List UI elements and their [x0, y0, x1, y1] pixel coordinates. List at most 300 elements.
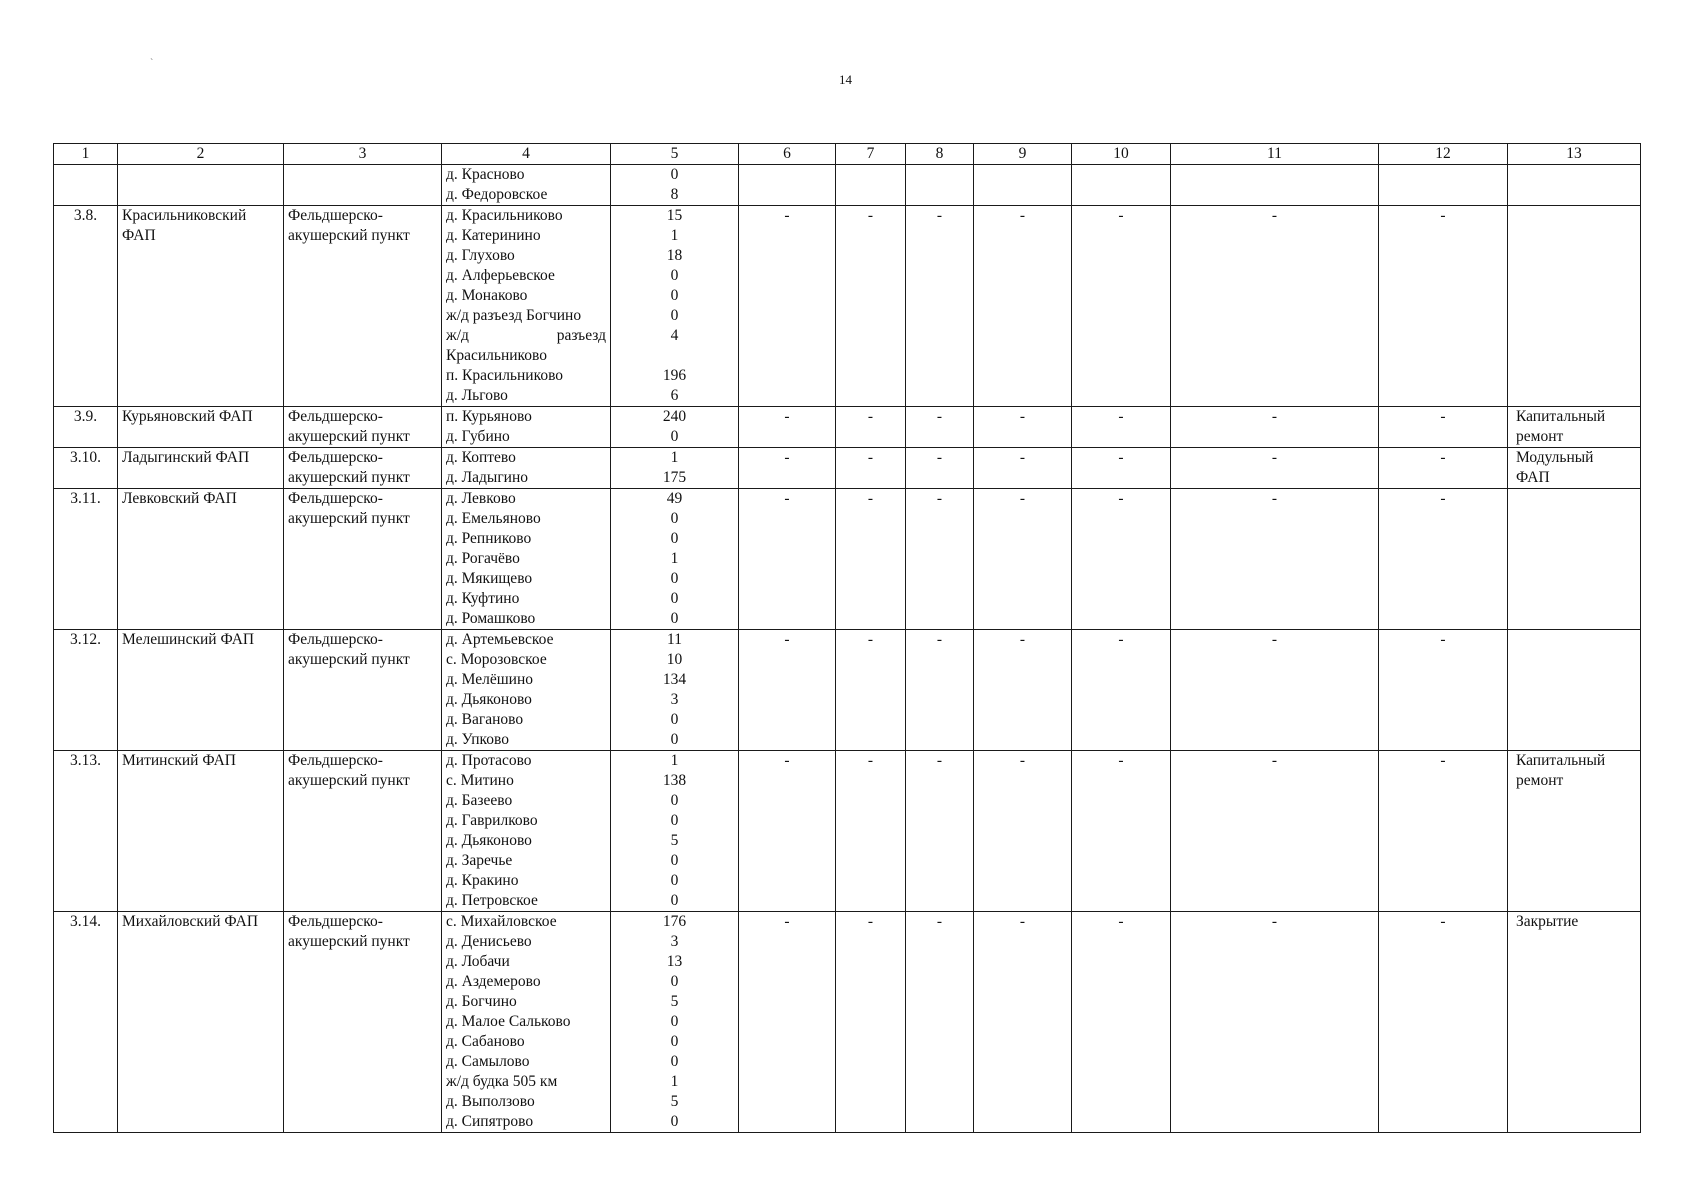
column-10-cell — [1072, 407, 1171, 448]
dash-mark: - — [936, 449, 943, 466]
dash-mark: - — [936, 913, 943, 930]
settlements-cell — [442, 206, 611, 407]
settlements-cell — [442, 751, 611, 912]
facility-table — [53, 143, 1641, 1133]
settlement-name: д. Базеево — [446, 792, 513, 809]
facility-type-cell — [284, 630, 442, 751]
settlement-name: д. Ромашково — [446, 610, 536, 627]
header-cell: 10 — [1072, 144, 1171, 165]
column-12-cell — [1379, 165, 1508, 206]
settlement-word: ж/д — [446, 327, 469, 344]
population-value: 1 — [670, 227, 679, 244]
dash-mark: - — [867, 449, 874, 466]
settlements-cell — [442, 630, 611, 751]
population-value: 0 — [670, 287, 679, 304]
dash-mark: - — [936, 207, 943, 224]
facility-name-line: Красильниковский — [122, 207, 247, 224]
population-value: 5 — [670, 832, 679, 849]
table-row — [54, 912, 1641, 1133]
dash-mark: - — [784, 490, 790, 507]
population-cell — [611, 630, 739, 751]
facility-type-line: Фельдшерско- — [288, 408, 383, 425]
population-value: 8 — [670, 186, 679, 203]
settlement-name: д. Упково — [446, 731, 509, 748]
dash-mark: - — [1271, 408, 1278, 425]
settlement-name: с. Митино — [446, 772, 514, 789]
column-7-cell — [836, 630, 906, 751]
row-number: 3.10. — [70, 449, 101, 466]
facility-type-line: акушерский пункт — [288, 227, 410, 244]
dash-mark: - — [867, 913, 874, 930]
note-cell — [1508, 489, 1641, 630]
column-11-cell — [1171, 206, 1379, 407]
facility-name-line: Митинский ФАП — [122, 752, 236, 769]
facility-type-cell — [284, 407, 442, 448]
settlement-name: ж/д разъезд Богчино — [446, 307, 582, 324]
population-value: 18 — [666, 247, 683, 264]
settlement-name: д. Глухово — [446, 247, 515, 264]
population-value: 196 — [662, 367, 687, 384]
column-8-cell — [906, 165, 974, 206]
header-cell: 2 — [118, 144, 284, 165]
column-6-cell — [739, 206, 836, 407]
settlement-name: ж/д будка 505 км — [446, 1073, 558, 1090]
note-cell — [1508, 165, 1641, 206]
settlement-name: д. Левково — [446, 490, 516, 507]
settlements-cell — [442, 489, 611, 630]
population-value: 0 — [670, 570, 679, 587]
column-6-cell — [739, 751, 836, 912]
population-value: 0 — [670, 731, 679, 748]
column-10-cell — [1072, 912, 1171, 1133]
table-row — [54, 165, 1641, 206]
settlement-name: с. Михайловское — [446, 913, 557, 930]
settlement-word: разъезд — [556, 327, 606, 344]
facility-type-cell — [284, 206, 442, 407]
settlements-cell — [442, 407, 611, 448]
settlement-name: д. Малое Сальково — [446, 1013, 571, 1030]
settlement-name: п. Курьяново — [446, 408, 532, 425]
settlement-name: д. Дьяконово — [446, 691, 532, 708]
settlement-name: д. Куфтино — [446, 590, 520, 607]
dash-mark: - — [1019, 408, 1026, 425]
header-cell: 11 — [1171, 144, 1379, 165]
column-11-cell — [1171, 489, 1379, 630]
settlement-name: п. Красильниково — [446, 367, 564, 384]
column-6-cell — [739, 912, 836, 1133]
row-number-cell — [54, 630, 118, 751]
dash-mark: - — [1019, 631, 1026, 648]
row-number-cell — [54, 165, 118, 206]
note-line: ремонт — [1516, 772, 1564, 789]
header-cell: 5 — [611, 144, 739, 165]
population-cell — [611, 912, 739, 1133]
settlement-name: Красильниково — [446, 347, 547, 364]
row-number-cell — [54, 206, 118, 407]
column-10-cell — [1072, 630, 1171, 751]
population-value: 0 — [670, 590, 679, 607]
population-cell — [611, 165, 739, 206]
column-10-cell — [1072, 751, 1171, 912]
settlement-name: д. Ладыгино — [446, 469, 529, 486]
dash-mark: - — [1271, 913, 1278, 930]
row-number-cell — [54, 407, 118, 448]
population-cell — [611, 206, 739, 407]
column-11-cell — [1171, 912, 1379, 1133]
row-number-cell — [54, 489, 118, 630]
column-9-cell — [974, 165, 1072, 206]
column-7-cell — [836, 206, 906, 407]
population-value: 0 — [670, 852, 679, 869]
table-row — [54, 751, 1641, 912]
note-cell — [1508, 630, 1641, 751]
dash-mark: - — [1440, 207, 1446, 224]
row-number: 3.8. — [73, 207, 98, 224]
dash-mark: - — [1440, 449, 1446, 466]
column-7-cell — [836, 912, 906, 1133]
settlements-cell — [442, 912, 611, 1133]
population-value: 175 — [662, 469, 687, 486]
settlement-name: д. Льгово — [446, 387, 508, 404]
dash-mark: - — [1271, 631, 1278, 648]
column-12-cell — [1379, 448, 1508, 489]
settlement-name: д. Гаврилково — [446, 812, 538, 829]
row-number-cell — [54, 448, 118, 489]
column-9-cell — [974, 489, 1072, 630]
header-cell: 7 — [836, 144, 906, 165]
dash-mark: - — [1271, 449, 1278, 466]
column-12-cell — [1379, 751, 1508, 912]
column-9-cell — [974, 206, 1072, 407]
dash-mark: - — [784, 408, 790, 425]
facility-name-line: Левковский ФАП — [122, 490, 237, 507]
facility-type-line: акушерский пункт — [288, 428, 410, 445]
column-10-cell — [1072, 206, 1171, 407]
column-9-cell — [974, 630, 1072, 751]
settlement-name: д. Сипятрово — [446, 1113, 534, 1130]
population-value: 5 — [670, 1093, 679, 1110]
column-9-cell — [974, 448, 1072, 489]
settlement-name: д. Денисьево — [446, 933, 532, 950]
facility-type-line: Фельдшерско- — [288, 207, 383, 224]
row-number: 3.12. — [70, 631, 101, 648]
settlement-name: д. Коптево — [446, 449, 516, 466]
facility-name-cell — [118, 165, 284, 206]
column-7-cell — [836, 489, 906, 630]
header-cell: 3 — [284, 144, 442, 165]
population-value: 1 — [670, 752, 679, 769]
table-row — [54, 407, 1641, 448]
settlements-cell — [442, 165, 611, 206]
settlement-name: д. Мелёшино — [446, 671, 533, 688]
dash-mark: - — [784, 752, 790, 769]
column-6-cell — [739, 448, 836, 489]
settlement-name: д. Емельяново — [446, 510, 541, 527]
facility-name-line: Михайловский ФАП — [122, 913, 259, 930]
facility-name-cell — [118, 912, 284, 1133]
population-value: 0 — [670, 610, 679, 627]
population-value: 0 — [670, 1053, 679, 1070]
population-value — [615, 346, 734, 366]
population-value: 0 — [670, 892, 679, 909]
table-row — [54, 489, 1641, 630]
population-value: 176 — [662, 913, 687, 930]
row-number-cell — [54, 912, 118, 1133]
dash-mark: - — [1019, 752, 1026, 769]
column-6-cell — [739, 165, 836, 206]
settlement-name: д. Петровское — [446, 892, 538, 909]
column-10-cell — [1072, 165, 1171, 206]
population-value: 1 — [670, 1073, 679, 1090]
column-7-cell — [836, 407, 906, 448]
population-value: 5 — [670, 993, 679, 1010]
note-cell — [1508, 448, 1641, 489]
header-cell: 12 — [1379, 144, 1508, 165]
facility-type-cell — [284, 165, 442, 206]
dash-mark: - — [784, 207, 790, 224]
column-6-cell — [739, 630, 836, 751]
population-value: 0 — [670, 166, 679, 183]
population-value: 0 — [670, 307, 679, 324]
dash-mark: - — [1440, 631, 1446, 648]
stray-mark: ` — [150, 58, 154, 69]
dash-mark: - — [867, 752, 874, 769]
settlement-name: с. Морозовское — [446, 651, 547, 668]
dash-mark: - — [784, 913, 790, 930]
population-value: 240 — [662, 408, 687, 425]
column-11-cell — [1171, 165, 1379, 206]
population-value: 138 — [662, 772, 687, 789]
dash-mark: - — [1019, 207, 1026, 224]
column-9-cell — [974, 751, 1072, 912]
column-7-cell — [836, 448, 906, 489]
column-11-cell — [1171, 751, 1379, 912]
population-value: 0 — [670, 792, 679, 809]
facility-type-line: акушерский пункт — [288, 772, 410, 789]
column-9-cell — [974, 407, 1072, 448]
facility-name-cell — [118, 489, 284, 630]
facility-name-cell — [118, 206, 284, 407]
column-8-cell — [906, 630, 974, 751]
facility-name-cell — [118, 751, 284, 912]
header-cell: 9 — [974, 144, 1072, 165]
note-line: Закрытие — [1516, 913, 1579, 930]
column-8-cell — [906, 489, 974, 630]
facility-name-line: Ладыгинский ФАП — [122, 449, 250, 466]
settlement-name: д. Красильниково — [446, 207, 563, 224]
dash-mark: - — [867, 490, 874, 507]
note-line: Модульный — [1516, 449, 1594, 466]
column-10-cell — [1072, 448, 1171, 489]
settlement-name: д. Монаково — [446, 287, 528, 304]
column-12-cell — [1379, 407, 1508, 448]
settlement-name: д. Аздемерово — [446, 973, 541, 990]
population-value: 15 — [666, 207, 683, 224]
dash-mark: - — [1271, 490, 1278, 507]
population-value: 13 — [666, 953, 683, 970]
facility-type-line: акушерский пункт — [288, 651, 410, 668]
dash-mark: - — [936, 631, 943, 648]
dash-mark: - — [1019, 490, 1026, 507]
population-value: 1 — [670, 550, 679, 567]
dash-mark: - — [1440, 752, 1446, 769]
column-12-cell — [1379, 489, 1508, 630]
facility-name-line: ФАП — [122, 227, 156, 244]
column-12-cell — [1379, 206, 1508, 407]
header-cell: 8 — [906, 144, 974, 165]
column-8-cell — [906, 407, 974, 448]
population-value: 0 — [670, 510, 679, 527]
facility-type-cell — [284, 489, 442, 630]
dash-mark: - — [867, 207, 874, 224]
settlement-name: д. Сабаново — [446, 1033, 525, 1050]
row-number: 3.9. — [73, 408, 98, 425]
table-row — [54, 206, 1641, 407]
dash-mark: - — [1118, 490, 1124, 507]
dash-mark: - — [936, 752, 943, 769]
column-11-cell — [1171, 407, 1379, 448]
settlement-name: д. Губино — [446, 428, 510, 445]
column-10-cell — [1072, 489, 1171, 630]
note-cell — [1508, 206, 1641, 407]
column-11-cell — [1171, 630, 1379, 751]
column-8-cell — [906, 912, 974, 1133]
population-value: 1 — [670, 449, 679, 466]
column-7-cell — [836, 165, 906, 206]
population-value: 0 — [670, 1033, 679, 1050]
header-cell: 4 — [442, 144, 611, 165]
row-number: 3.14. — [70, 913, 101, 930]
population-cell — [611, 407, 739, 448]
dash-mark: - — [1118, 408, 1124, 425]
note-line: ФАП — [1516, 469, 1550, 486]
population-value: 0 — [670, 872, 679, 889]
settlement-name: д. Алферьевское — [446, 267, 555, 284]
header-cell: 13 — [1508, 144, 1641, 165]
column-7-cell — [836, 751, 906, 912]
settlement-name — [446, 326, 606, 346]
table-row — [54, 630, 1641, 751]
population-value: 0 — [670, 711, 679, 728]
dash-mark: - — [1118, 449, 1124, 466]
settlement-name: д. Богчино — [446, 993, 517, 1010]
dash-mark: - — [1271, 207, 1278, 224]
facility-name-cell — [118, 448, 284, 489]
column-12-cell — [1379, 912, 1508, 1133]
note-line: Капитальный — [1516, 408, 1606, 425]
population-value: 4 — [670, 327, 679, 344]
facility-type-line: Фельдшерско- — [288, 449, 383, 466]
note-line: Капитальный — [1516, 752, 1606, 769]
settlement-name: д. Самылово — [446, 1053, 530, 1070]
facility-type-line: Фельдшерско- — [288, 631, 383, 648]
population-value: 0 — [670, 267, 679, 284]
population-value: 49 — [666, 490, 683, 507]
dash-mark: - — [1271, 752, 1278, 769]
facility-type-line: Фельдшерско- — [288, 490, 383, 507]
settlement-name: д. Протасово — [446, 752, 532, 769]
dash-mark: - — [867, 631, 874, 648]
settlement-name: д. Федоровское — [446, 186, 548, 203]
population-cell — [611, 489, 739, 630]
dash-mark: - — [1019, 913, 1026, 930]
dash-mark: - — [936, 490, 943, 507]
settlement-name: д. Выползово — [446, 1093, 535, 1110]
population-value: 0 — [670, 812, 679, 829]
facility-type-cell — [284, 912, 442, 1133]
population-value: 134 — [662, 671, 687, 688]
settlement-name: д. Катеринино — [446, 227, 541, 244]
row-number: 3.11. — [70, 490, 101, 507]
facility-name-line: Курьяновский ФАП — [122, 408, 253, 425]
column-6-cell — [739, 489, 836, 630]
settlement-name: д. Красново — [446, 166, 525, 183]
note-cell — [1508, 751, 1641, 912]
dash-mark: - — [1118, 207, 1124, 224]
population-value: 0 — [670, 530, 679, 547]
population-value: 10 — [666, 651, 683, 668]
dash-mark: - — [1440, 490, 1446, 507]
settlement-name: д. Рогачёво — [446, 550, 520, 567]
dash-mark: - — [1118, 913, 1124, 930]
facility-type-line: акушерский пункт — [288, 469, 410, 486]
population-cell — [611, 751, 739, 912]
settlement-name: д. Репниково — [446, 530, 532, 547]
population-value: 3 — [670, 933, 679, 950]
settlement-name: д. Кракино — [446, 872, 519, 889]
header-row — [54, 144, 1641, 165]
facility-name-cell — [118, 407, 284, 448]
column-11-cell — [1171, 448, 1379, 489]
facility-name-line: Мелешинский ФАП — [122, 631, 255, 648]
population-value: 11 — [667, 631, 682, 648]
column-8-cell — [906, 206, 974, 407]
dash-mark: - — [1118, 631, 1124, 648]
column-8-cell — [906, 448, 974, 489]
header-cell: 6 — [739, 144, 836, 165]
population-value: 6 — [670, 387, 679, 404]
settlement-name: д. Заречье — [446, 852, 513, 869]
note-cell — [1508, 912, 1641, 1133]
dash-mark: - — [867, 408, 874, 425]
column-6-cell — [739, 407, 836, 448]
facility-type-cell — [284, 751, 442, 912]
note-cell — [1508, 407, 1641, 448]
page-number: 14 — [839, 72, 852, 87]
settlements-cell — [442, 448, 611, 489]
settlement-name: д. Дьяконово — [446, 832, 532, 849]
dash-mark: - — [936, 408, 943, 425]
dash-mark: - — [1440, 408, 1446, 425]
population-value: 0 — [670, 428, 679, 445]
table-body — [54, 144, 1641, 1133]
dash-mark: - — [784, 449, 790, 466]
settlement-name: д. Артемьевское — [446, 631, 554, 648]
dash-mark: - — [1118, 752, 1124, 769]
facility-type-cell — [284, 448, 442, 489]
settlement-name: д. Мякищево — [446, 570, 533, 587]
dash-mark: - — [784, 631, 790, 648]
facility-type-line: акушерский пункт — [288, 510, 410, 527]
note-line: ремонт — [1516, 428, 1564, 445]
population-value: 3 — [670, 691, 679, 708]
column-8-cell — [906, 751, 974, 912]
facility-type-line: Фельдшерско- — [288, 752, 383, 769]
facility-name-cell — [118, 630, 284, 751]
row-number-cell — [54, 751, 118, 912]
facility-type-line: акушерский пункт — [288, 933, 410, 950]
settlement-name: д. Ваганово — [446, 711, 524, 728]
